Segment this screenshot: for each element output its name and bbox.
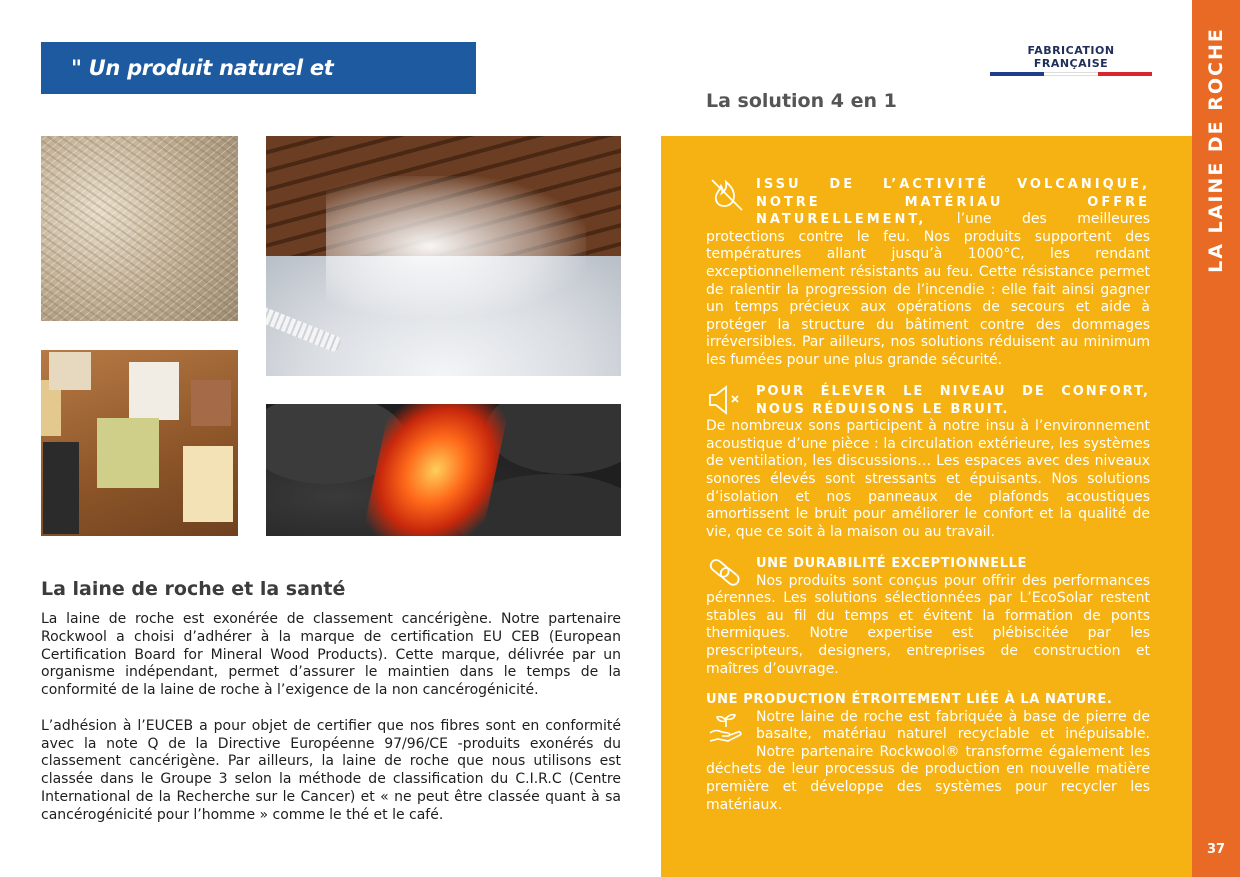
made-in-text: FABRICATION FRANÇAISE [1027,44,1115,70]
attic-insulation-photo [266,136,621,376]
solution-title: La solution 4 en 1 [706,90,897,112]
plant-hand-icon [706,711,756,745]
feature-text: Notre laine de roche est fabriquée à base de pierre de basalte, matériau naturel recyclable et inépuisable. Notre partenaire Rockwool® transforme également les déchets de leur processus de production en nouvelle matière première et développe des systèmes pour recycler les matériaux. [706,708,1150,813]
health-paragraph: La laine de roche est exonérée de classement cancérigène. Notre partenaire Rockwool a choisi d’adhérer à la marque de certification EU CEB (European Certification Board for Mineral Wood Products). Cette marque, délivrée par un organisme indépendant, permet d’assurer le maintien dans le temps de la conformité de la laine de roche à l’exigence de la non cancérogénicité. [41,611,621,699]
quote-banner: " Un produit naturel et performant. " [41,42,476,94]
health-paragraph: L’adhésion à l’EUCEB a pour objet de certifier que nos fibres sont en conformité avec la note Q de la Directive Européenne 97/96/CE -produits exonérés du classement cancérigène. Par ailleurs, la laine de roche que nous utilisons est classée dans le Groupe 3 selon la méthode de classification du C.I.R.C (Centre International de la Recherche sur le Cancer) et « ne peut être classée quant à sa cancérogénicité pour l’homme » comme le thé et le café. [41,717,621,823]
feature-heading: UNE PRODUCTION ÉTROITEMENT LIÉE À LA NATURE. [706,692,1113,707]
rock-wool-photo [41,136,238,321]
side-title-text: LA LAINE DE ROCHE [1205,27,1227,273]
health-title: La laine de roche et la santé [41,578,346,600]
feature-text: De nombreux sons participent à notre insu à l’environnement acoustique d’une pièce : la circulation extérieure, les systèmes de ventilation, les discussions… Les espaces avec des niveaux sonores élevés sont stressants et épuisants. Nos solutions d’isolation et nos panneaux de plafonds acoustiques amortissent le bruit pour améliorer le confort et la qualité de vie, que ce soit à la maison ou au travail. [706,418,1150,540]
feature-heading: UNE DURABILITÉ EXCEPTIONNELLE [756,556,1028,571]
mute-speaker-icon [706,383,756,417]
feature-text: Nos produits sont conçus pour offrir des performances pérennes. Les solutions sélectionnées par L’EcoSolar restent stables au fil du temps et évitent la formation de ponts thermiques. Notre expertise est plébiscitée par les prescripteurs, designers, entreprises de construction et maîtres d’ouvrage. [706,572,1150,677]
french-flag-icon [990,72,1152,76]
feature-heading: POUR ÉLEVER LE NIVEAU DE CONFORT, NOUS RÉDUISONS LE BRUIT. [756,384,1150,417]
house-blocks-photo [41,350,238,536]
feature-text: l’une des meilleures protections contre le feu. Nos produits supportent des températures allant jusqu’à 1000°C, les rendant exceptionnellement résistants au feu. Cette résistance permet de ralentir la progression de l’incendie : elle fait ainsi gagner un temps précieux aux opérations de secours et aide à protéger la structure du bâtiment contre des dommages irréversibles. Par ailleurs, nos solutions réduisent au minimum les fumées pour une plus grande sécurité. [706,211,1150,368]
feature-heading: ISSU DE L’ACTIVITÉ VOLCANIQUE, NOTRE MATÉRIAU OFFRE NATURELLEMENT, [756,177,1150,228]
no-fire-icon [706,176,756,212]
feature-durability [706,555,1150,678]
made-in-label [990,44,1152,76]
feature-fire [706,176,1150,370]
chain-link-icon [706,555,756,589]
feature-acoustic [706,383,1150,541]
lava-photo [266,404,621,536]
health-text [41,611,621,842]
feature-nature [706,691,1150,814]
page-number: 37 [1206,842,1226,857]
